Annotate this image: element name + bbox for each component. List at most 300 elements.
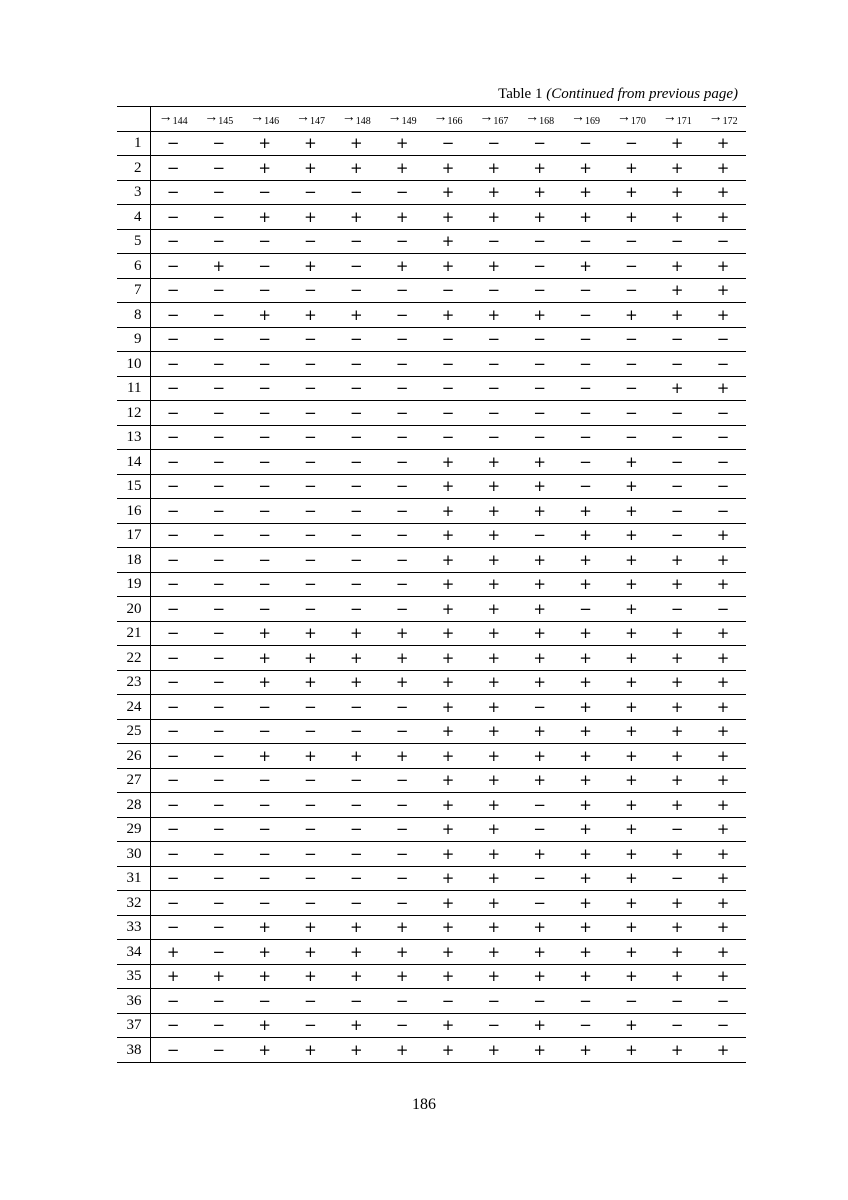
column-header <box>517 107 563 132</box>
table-cell: + <box>563 548 609 573</box>
table-cell: + <box>700 964 746 989</box>
table-cell: − <box>288 989 334 1014</box>
table-cell: − <box>150 597 196 622</box>
table-cell: − <box>425 425 471 450</box>
table-cell: − <box>150 793 196 818</box>
table-cell: + <box>379 131 425 156</box>
table-header-row <box>117 107 746 132</box>
column-index: 172 <box>722 116 738 128</box>
table-cell: − <box>517 229 563 254</box>
table-row <box>117 1013 746 1038</box>
row-label: 7 <box>117 278 150 303</box>
row-label: 33 <box>117 915 150 940</box>
table-cell: − <box>150 1013 196 1038</box>
table-cell: − <box>288 548 334 573</box>
table-cell: + <box>517 719 563 744</box>
table-cell: − <box>379 327 425 352</box>
table-cell: − <box>333 327 379 352</box>
table-cell: − <box>563 278 609 303</box>
table-cell: − <box>379 817 425 842</box>
table-cell: − <box>242 278 288 303</box>
table-cell: + <box>288 646 334 671</box>
column-index: 166 <box>447 116 463 128</box>
arrow-symbol: → <box>204 110 219 126</box>
table-cell: + <box>563 180 609 205</box>
table-row <box>117 156 746 181</box>
table-cell: − <box>196 572 242 597</box>
table-row <box>117 425 746 450</box>
table-cell: + <box>288 964 334 989</box>
table-cell: + <box>608 1038 654 1063</box>
table-cell: − <box>196 817 242 842</box>
arrow-symbol: → <box>616 110 631 126</box>
table-cell: + <box>654 131 700 156</box>
table-row <box>117 621 746 646</box>
column-header <box>379 107 425 132</box>
table-cell: − <box>196 450 242 475</box>
table-cell: + <box>242 964 288 989</box>
table-cell: − <box>196 940 242 965</box>
table-cell: + <box>654 180 700 205</box>
table-cell: − <box>150 1038 196 1063</box>
table-cell: + <box>608 548 654 573</box>
table-cell: + <box>471 793 517 818</box>
table-cell: − <box>654 425 700 450</box>
table-row <box>117 964 746 989</box>
table-cell: − <box>563 352 609 377</box>
column-index: 144 <box>172 116 188 128</box>
table-cell: − <box>150 450 196 475</box>
table-cell: − <box>379 891 425 916</box>
table-cell: + <box>608 572 654 597</box>
table-cell: + <box>425 1013 471 1038</box>
table-cell: − <box>242 450 288 475</box>
table-cell: + <box>654 842 700 867</box>
table-cell: + <box>517 964 563 989</box>
table-cell: − <box>425 376 471 401</box>
table-cell: − <box>242 352 288 377</box>
table-cell: − <box>242 401 288 426</box>
column-index: 145 <box>218 116 234 128</box>
table-cell: − <box>196 695 242 720</box>
table-cell: + <box>425 646 471 671</box>
table-cell: + <box>517 915 563 940</box>
table-cell: + <box>288 156 334 181</box>
row-label: 28 <box>117 793 150 818</box>
table-cell: + <box>242 646 288 671</box>
table-cell: − <box>150 891 196 916</box>
table-cell: − <box>333 229 379 254</box>
table-cell: + <box>471 891 517 916</box>
table-cell: − <box>242 989 288 1014</box>
table-cell: − <box>379 303 425 328</box>
table-cell: + <box>563 915 609 940</box>
table-row <box>117 352 746 377</box>
table-cell: + <box>471 621 517 646</box>
table-cell: + <box>288 940 334 965</box>
table-cell: + <box>425 205 471 230</box>
table-row <box>117 205 746 230</box>
table-cell: − <box>563 474 609 499</box>
table-cell: − <box>196 646 242 671</box>
table-cell: + <box>608 1013 654 1038</box>
table-row <box>117 891 746 916</box>
table-cell: − <box>379 572 425 597</box>
table-cell: + <box>563 842 609 867</box>
table-cell: − <box>379 768 425 793</box>
table-cell: + <box>150 940 196 965</box>
table-cell: + <box>563 817 609 842</box>
table-cell: − <box>608 989 654 1014</box>
table-cell: + <box>288 205 334 230</box>
caption-label: Table 1 <box>498 86 543 102</box>
table-cell: + <box>471 940 517 965</box>
table-cell: − <box>333 523 379 548</box>
row-label: 38 <box>117 1038 150 1063</box>
table-cell: + <box>425 450 471 475</box>
table-cell: − <box>333 719 379 744</box>
table-cell: − <box>654 499 700 524</box>
table-cell: − <box>379 180 425 205</box>
table-cell: + <box>700 793 746 818</box>
table-cell: − <box>288 768 334 793</box>
table-cell: − <box>150 156 196 181</box>
table-cell: + <box>654 891 700 916</box>
table-cell: − <box>242 572 288 597</box>
table-cell: + <box>700 376 746 401</box>
table-cell: + <box>379 646 425 671</box>
table-cell: + <box>700 646 746 671</box>
table-cell: − <box>563 989 609 1014</box>
table-cell: − <box>288 180 334 205</box>
table-cell: − <box>608 376 654 401</box>
table-cell: − <box>563 597 609 622</box>
table-cell: − <box>288 866 334 891</box>
table-cell: − <box>242 425 288 450</box>
table-cell: + <box>425 793 471 818</box>
row-label: 31 <box>117 866 150 891</box>
table-cell: + <box>517 768 563 793</box>
table-cell: − <box>288 719 334 744</box>
table-cell: + <box>425 254 471 279</box>
table-cell: + <box>425 229 471 254</box>
table-cell: − <box>196 793 242 818</box>
table-cell: + <box>608 523 654 548</box>
table-cell: − <box>425 352 471 377</box>
table-cell: + <box>425 866 471 891</box>
table-cell: − <box>517 817 563 842</box>
table-cell: + <box>333 1013 379 1038</box>
table-cell: + <box>333 621 379 646</box>
table-cell: − <box>196 229 242 254</box>
row-label: 2 <box>117 156 150 181</box>
table-cell: + <box>563 719 609 744</box>
table-cell: + <box>608 964 654 989</box>
table-cell: + <box>150 964 196 989</box>
row-label: 11 <box>117 376 150 401</box>
table-cell: − <box>333 254 379 279</box>
table-cell: + <box>471 695 517 720</box>
row-label: 10 <box>117 352 150 377</box>
table-cell: + <box>700 719 746 744</box>
table-cell: − <box>196 915 242 940</box>
table-cell: + <box>333 156 379 181</box>
table-cell: + <box>563 156 609 181</box>
row-label: 21 <box>117 621 150 646</box>
table-cell: − <box>196 156 242 181</box>
table-cell: + <box>700 744 746 769</box>
table-body <box>117 131 746 1062</box>
table-cell: − <box>700 474 746 499</box>
row-label: 9 <box>117 327 150 352</box>
table-cell: + <box>563 891 609 916</box>
table-cell: + <box>242 670 288 695</box>
column-header <box>150 107 196 132</box>
table-cell: − <box>517 891 563 916</box>
row-label: 26 <box>117 744 150 769</box>
table-cell: − <box>333 597 379 622</box>
table-cell: + <box>563 793 609 818</box>
table-cell: − <box>150 425 196 450</box>
table-cell: + <box>471 768 517 793</box>
table-cell: + <box>471 1038 517 1063</box>
table-cell: + <box>608 940 654 965</box>
table-cell: + <box>471 842 517 867</box>
table-cell: − <box>242 768 288 793</box>
row-label: 16 <box>117 499 150 524</box>
row-label: 35 <box>117 964 150 989</box>
table-cell: − <box>517 376 563 401</box>
table-cell: + <box>379 205 425 230</box>
table-cell: − <box>654 401 700 426</box>
row-label: 4 <box>117 205 150 230</box>
table-cell: − <box>150 646 196 671</box>
table-cell: − <box>196 499 242 524</box>
table-cell: − <box>150 474 196 499</box>
table-row <box>117 646 746 671</box>
table-cell: − <box>517 425 563 450</box>
table-cell: + <box>242 156 288 181</box>
table-cell: + <box>242 303 288 328</box>
table-cell: + <box>425 842 471 867</box>
row-label: 34 <box>117 940 150 965</box>
table-cell: − <box>379 425 425 450</box>
table-cell: − <box>608 254 654 279</box>
table-cell: − <box>196 548 242 573</box>
table-cell: + <box>242 1038 288 1063</box>
table-cell: + <box>471 156 517 181</box>
table-cell: + <box>242 131 288 156</box>
table-cell: + <box>425 940 471 965</box>
table-cell: + <box>379 156 425 181</box>
table-cell: + <box>654 156 700 181</box>
table-cell: + <box>425 621 471 646</box>
table-cell: + <box>242 940 288 965</box>
table-cell: + <box>563 499 609 524</box>
table-cell: − <box>150 915 196 940</box>
column-index: 146 <box>264 116 280 128</box>
row-label: 30 <box>117 842 150 867</box>
table-cell: − <box>242 180 288 205</box>
table-cell: − <box>700 1013 746 1038</box>
table-cell: + <box>700 866 746 891</box>
table-cell: − <box>150 376 196 401</box>
table-cell: − <box>196 352 242 377</box>
table-cell: + <box>563 572 609 597</box>
table-cell: − <box>150 989 196 1014</box>
table-cell: + <box>700 817 746 842</box>
table-cell: + <box>471 670 517 695</box>
table-cell: + <box>379 744 425 769</box>
table-cell: + <box>425 597 471 622</box>
table-cell: + <box>608 793 654 818</box>
table-cell: − <box>379 1013 425 1038</box>
table-cell: + <box>196 964 242 989</box>
table-row <box>117 793 746 818</box>
table-cell: − <box>150 768 196 793</box>
table-cell: − <box>196 744 242 769</box>
table-cell: − <box>654 1013 700 1038</box>
table-cell: − <box>517 352 563 377</box>
table-cell: − <box>288 327 334 352</box>
table-cell: − <box>379 450 425 475</box>
table-cell: + <box>608 866 654 891</box>
table-cell: − <box>654 229 700 254</box>
arrow-symbol: → <box>662 110 677 126</box>
table-cell: + <box>425 1038 471 1063</box>
table-cell: + <box>242 205 288 230</box>
table-cell: − <box>150 352 196 377</box>
table-cell: − <box>242 842 288 867</box>
table-cell: + <box>288 131 334 156</box>
table-cell: + <box>700 523 746 548</box>
table-cell: + <box>242 744 288 769</box>
table-cell: − <box>150 205 196 230</box>
table-cell: + <box>288 670 334 695</box>
table-cell: − <box>654 597 700 622</box>
table-cell: + <box>333 964 379 989</box>
table-cell: − <box>150 180 196 205</box>
table-cell: − <box>379 278 425 303</box>
table-cell: + <box>517 597 563 622</box>
table-row <box>117 474 746 499</box>
table-cell: − <box>333 695 379 720</box>
table-cell: + <box>517 303 563 328</box>
table-cell: − <box>150 254 196 279</box>
table-cell: + <box>379 915 425 940</box>
table-cell: − <box>333 793 379 818</box>
table-cell: − <box>700 597 746 622</box>
table-cell: − <box>425 131 471 156</box>
table-cell: − <box>242 254 288 279</box>
table-cell: − <box>379 866 425 891</box>
row-label: 25 <box>117 719 150 744</box>
table-row <box>117 670 746 695</box>
row-label: 22 <box>117 646 150 671</box>
table-cell: − <box>563 425 609 450</box>
row-label: 18 <box>117 548 150 573</box>
table-cell: − <box>608 229 654 254</box>
arrow-symbol: → <box>479 110 494 126</box>
table-cell: − <box>654 989 700 1014</box>
table-cell: + <box>471 572 517 597</box>
table-cell: + <box>425 695 471 720</box>
table-cell: − <box>425 327 471 352</box>
table-cell: + <box>700 670 746 695</box>
row-label: 5 <box>117 229 150 254</box>
table-cell: − <box>563 131 609 156</box>
table-cell: − <box>242 793 288 818</box>
results-table <box>117 106 746 1063</box>
table-cell: + <box>471 719 517 744</box>
arrow-symbol: → <box>250 110 265 126</box>
table-cell: − <box>654 352 700 377</box>
column-index: 167 <box>493 116 509 128</box>
table-cell: + <box>517 572 563 597</box>
table-cell: − <box>196 401 242 426</box>
table-cell: + <box>608 597 654 622</box>
table-cell: − <box>150 719 196 744</box>
table-cell: − <box>242 817 288 842</box>
table-cell: + <box>517 499 563 524</box>
table-cell: − <box>425 401 471 426</box>
table-cell: + <box>425 768 471 793</box>
table-cell: − <box>471 131 517 156</box>
table-cell: − <box>288 499 334 524</box>
table-cell: − <box>700 352 746 377</box>
table-cell: − <box>700 327 746 352</box>
table-cell: − <box>700 425 746 450</box>
table-cell: − <box>150 303 196 328</box>
table-cell: + <box>517 1038 563 1063</box>
table-cell: + <box>471 254 517 279</box>
table-cell: + <box>700 131 746 156</box>
table-cell: − <box>379 499 425 524</box>
table-row <box>117 499 746 524</box>
table-cell: + <box>700 156 746 181</box>
table-cell: + <box>517 548 563 573</box>
table-cell: − <box>333 548 379 573</box>
table-cell: − <box>150 670 196 695</box>
table-cell: + <box>288 303 334 328</box>
table-cell: − <box>654 817 700 842</box>
column-index: 148 <box>355 116 371 128</box>
table-cell: − <box>196 474 242 499</box>
table-cell: − <box>333 352 379 377</box>
table-cell: − <box>288 450 334 475</box>
column-index: 168 <box>539 116 555 128</box>
table-cell: + <box>471 205 517 230</box>
table-cell: + <box>471 866 517 891</box>
table-cell: + <box>563 254 609 279</box>
table-cell: + <box>608 915 654 940</box>
row-header-corner <box>117 107 150 132</box>
table-cell: + <box>654 254 700 279</box>
table-cell: + <box>700 548 746 573</box>
table-cell: − <box>288 572 334 597</box>
row-label: 14 <box>117 450 150 475</box>
table-cell: − <box>563 450 609 475</box>
table-cell: + <box>608 303 654 328</box>
table-cell: + <box>700 621 746 646</box>
table-cell: + <box>608 695 654 720</box>
table-cell: − <box>196 768 242 793</box>
table-cell: − <box>700 989 746 1014</box>
table-cell: + <box>379 621 425 646</box>
table-cell: − <box>700 499 746 524</box>
table-cell: + <box>563 768 609 793</box>
table-cell: − <box>517 793 563 818</box>
